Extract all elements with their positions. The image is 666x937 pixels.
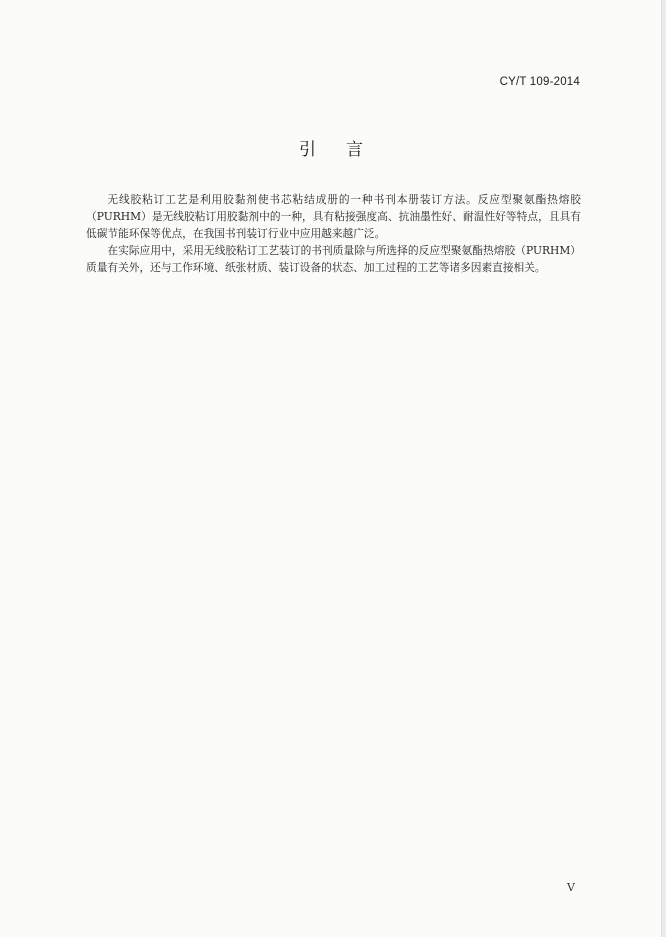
paragraph-2: 在实际应用中，采用无线胶粘订工艺装订的书刊质量除与所选择的反应型聚氨酯热熔胶（PURHM）质量有关外，还与工作环境、纸张材质、装订设备的状态、加工过程的工艺等诸多因素直接相关。 [86,244,581,274]
introduction-body [86,191,581,276]
section-title: 引言 [299,140,393,160]
standard-code: CY/T 109-2014 [499,76,580,88]
paragraph-1: 无线胶粘订工艺是利用胶黏剂使书芯粘结成册的一种书刊本册装订方法。反应型聚氨酯热熔胶（PURHM）是无线胶粘订用胶黏剂中的一种，具有粘接强度高、抗油墨性好、耐温性好等特点，且具有低碳节能环保等优点，在我国书刊装订行业中应用越来越广泛。 [86,193,581,240]
page-number: V [567,881,575,894]
